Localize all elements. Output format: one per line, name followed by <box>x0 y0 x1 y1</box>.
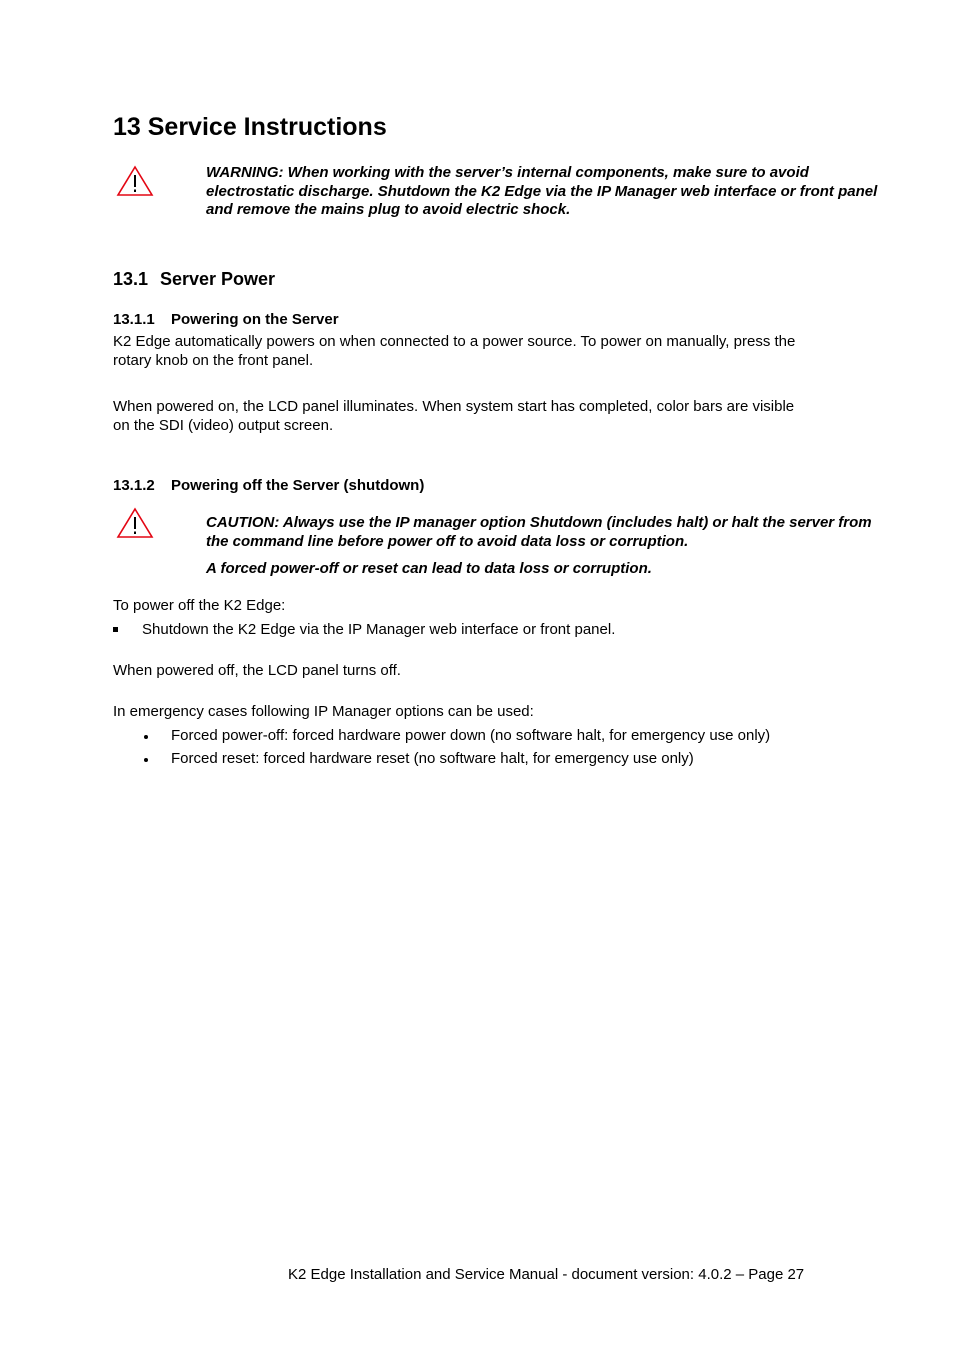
warning-triangle-icon <box>116 165 154 197</box>
paragraph-lcd-on: When powered on, the LCD panel illuminates. When system start has completed, color bars are visible on the SDI (video) output screen. <box>113 398 795 434</box>
warning-note: WARNING: When working with the server’s internal components, make sure to avoid electrostatic discharge. Shutdown the K2 Edge via the IP Manager web interface or front panel and remove the mains plug to avoid electric shock. <box>206 164 878 218</box>
page-title: 13 Service Instructions <box>113 113 387 141</box>
section-heading-13-1-1 <box>113 311 339 329</box>
section-title: Server Power <box>160 269 276 289</box>
caution-note-forced: A forced power-off or reset can lead to data loss or corruption. <box>206 560 652 577</box>
caution-note: CAUTION: Always use the IP manager option Shutdown (includes halt) or halt the server from the command line before power off to avoid data loss or corruption. <box>206 514 872 550</box>
section-number: 13.1 <box>113 269 149 289</box>
paragraph-power-off-intro: To power off the K2 Edge: <box>113 597 286 614</box>
square-bullet-icon <box>113 627 118 632</box>
section-number: 13.1.1 <box>113 311 155 328</box>
section-heading-13-1 <box>113 268 275 290</box>
round-bullet-icon <box>144 735 148 739</box>
section-title: Powering off the Server (shutdown) <box>171 477 425 494</box>
caution-triangle-icon <box>116 507 154 539</box>
paragraph-power-on: K2 Edge automatically powers on when connected to a power source. To power on manually, press the rotary knob on the front panel. <box>113 333 796 369</box>
section-number: 13.1.2 <box>113 477 155 494</box>
round-bullet-icon <box>144 758 148 762</box>
paragraph-emergency-intro: In emergency cases following IP Manager options can be used: <box>113 703 534 720</box>
page-footer: K2 Edge Installation and Service Manual - document version: 4.0.2 – Page 27 <box>288 1266 805 1283</box>
paragraph-powered-off: When powered off, the LCD panel turns off. <box>113 662 401 679</box>
section-title: Powering on the Server <box>171 311 339 328</box>
section-heading-13-1-2 <box>113 477 424 495</box>
